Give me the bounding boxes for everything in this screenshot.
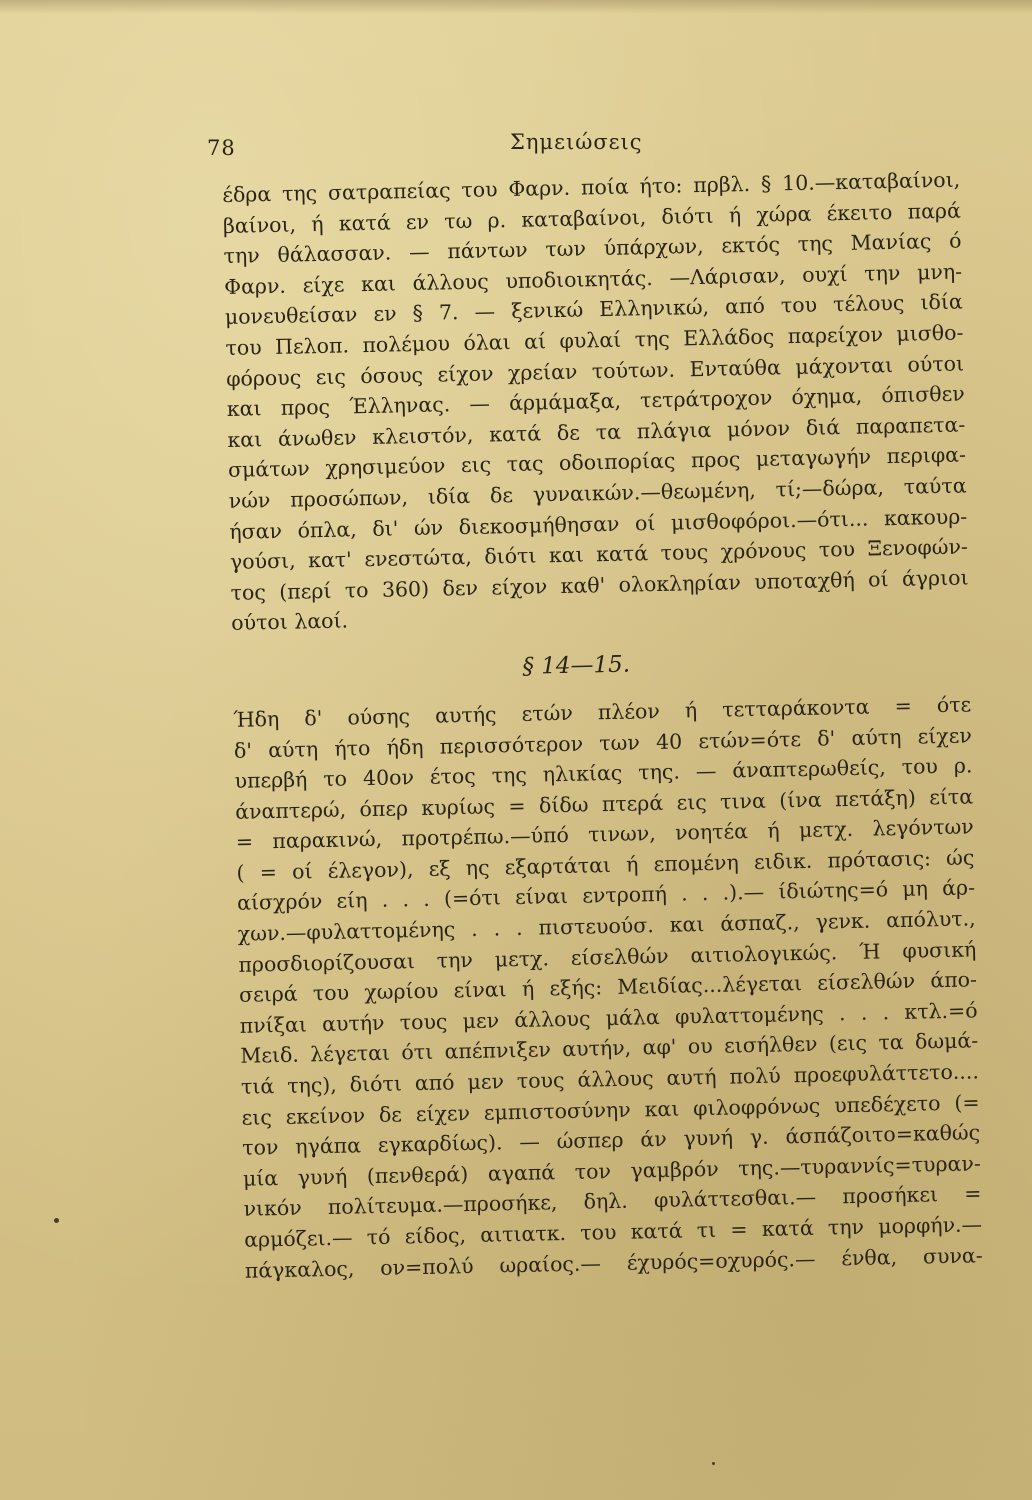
text-line: Φαρν. είχε και άλλους υποδιοικητάς. —Λάρισαν, ουχί την μνη- bbox=[223, 259, 963, 299]
text-line: ούτοι λαοί. bbox=[231, 608, 349, 636]
text-line: εις εκείνον δε είχεν εμπιστοσύνην και φιλοφρόνως υπεδέχετο (= bbox=[241, 1089, 980, 1130]
page-top-shadow bbox=[0, 0, 1032, 14]
text-line: φόρους εις όσους είχον χρείαν τούτων. Ενταύθα μάχονται ούτοι bbox=[225, 351, 965, 391]
section-heading: § 14—15. bbox=[522, 651, 631, 680]
ink-speck bbox=[54, 1218, 59, 1223]
notes-paragraph-1 bbox=[222, 165, 969, 639]
text-line: έδρα της σατραπείας του Φαρν. ποία ήτο: πρβλ. § 10.—καταβαίνοι, bbox=[222, 167, 961, 207]
text-line: μία γυνή (πενθερά) αγαπά τον γαμβρόν της.—τυραννίς=τυραν- bbox=[242, 1151, 982, 1191]
text-line: Ήδη δ' ούσης αυτής ετών πλέον ή τετταράκοντα = ότε bbox=[233, 692, 972, 732]
text-line: γούσι, κατ' ενεστώτα, διότι και κατά τους χρόνους του Ξενοφών- bbox=[229, 534, 969, 575]
text-line: χων.—φυλαττομένης . . . πιστευούσ. και άσπαζ., γενκ. απόλυτ., bbox=[237, 906, 976, 946]
text-line: και άνωθεν κλειστόν, κατά δε τα πλάγια μόνον διά παραπετα- bbox=[227, 412, 966, 452]
text-line: την θάλασσαν. — πάντων των ύπάρχων, εκτός της Μανίας ό bbox=[223, 228, 962, 269]
page-number: 78 bbox=[207, 136, 236, 160]
text-line: δ' αύτη ήτο ήδη περισσότερον των 40 ετών=ότε δ' αύτη είχεν bbox=[233, 722, 973, 763]
text-line: ( = οί έλεγον), εξ ης εξαρτάται ή επομένη ειδικ. πρότασις: ώς bbox=[236, 845, 975, 885]
text-line: και προς Έλληνας. — άρμάμαξα, τετράτροχον όχημα, όπισθεν bbox=[226, 381, 965, 422]
text-line: τιά της), διότι από μεν τους άλλους αυτή πολύ προεφυλάττετο.... bbox=[240, 1059, 980, 1099]
text-line: πάγκαλος, ον=πολύ ωραίος.— έχυρός=οχυρός.— ένθα, συνα- bbox=[244, 1242, 983, 1283]
text-line: νικόν πολίτευμα.—προσήκε, δηλ. φυλάττεσθαι.— προσήκει = bbox=[243, 1181, 982, 1222]
text-line: υπερβή το 40ον έτος της ηλικίας της. — άναπτερωθείς, του ρ. bbox=[234, 753, 973, 793]
page-header bbox=[0, 128, 1032, 168]
running-title: Σημειώσεις bbox=[510, 130, 643, 154]
text-line: νών προσώπων, ιδία δε γυναικών.—θεωμένη, τί;—δώρα, ταύτα bbox=[228, 473, 967, 513]
text-line: προσδιορίζουσαι την μετχ. είσελθών αιτιολογικώς. Ή φυσική bbox=[238, 937, 977, 977]
text-line: Μειδ. λέγεται ότι απέπνιξεν αυτήν, αφ' ου εισήλθεν (εις τα δωμά- bbox=[240, 1028, 979, 1069]
text-line: αρμόζει.— τό είδος, αιτιατκ. του κατά τι = κατά την μορφήν.— bbox=[243, 1212, 983, 1252]
text-line: του Πελοπ. πολέμου όλαι αί φυλαί της Ελλάδος παρείχον μισθο- bbox=[225, 320, 964, 360]
page-body bbox=[222, 165, 983, 1286]
text-line: σμάτων χρησιμεύον εις τας οδοιπορίας προς μεταγωγήν περιφα- bbox=[227, 442, 967, 483]
text-line: τος (περί το 360) δεν είχον καθ' ολοκληρίαν υποταχθή οί άγριοι bbox=[230, 565, 969, 605]
text-line: = παρακινώ, προτρέπω.—ύπό τινων, νοητέα ή μετχ. λεγόντων bbox=[235, 814, 974, 855]
text-line: ήσαν όπλα, δι' ών διεκοσμήθησαν οί μισθοφόροι.—ότι... κακουρ- bbox=[229, 504, 968, 544]
text-line: σειρά του χωρίου είναι ή εξής: Μειδίας...λέγεται είσελθών άπο- bbox=[238, 967, 978, 1008]
notes-paragraph-2 bbox=[233, 689, 983, 1286]
text-line: αίσχρόν είη . . . (=ότι είναι εντροπή . . .).— ίδιώτης=ό μη άρ- bbox=[236, 875, 976, 916]
text-line: βαίνοι, ή κατά εν τω ρ. καταβαίνοι, διότι ή χώρα έκειτο παρά bbox=[222, 198, 962, 238]
text-line: άναπτερώ, όπερ κυρίως = δίδω πτερά εις τινα (ίνα πετάξη) είτα bbox=[234, 784, 974, 824]
ink-speck bbox=[712, 1462, 715, 1465]
text-line: μονευθείσαν εν § 7. — ξενικώ Ελληνικώ, από του τέλους ιδία bbox=[224, 289, 963, 330]
text-line: τον ηγάπα εγκαρδίως). — ώσπερ άν γυνή γ. άσπάζοιτο=καθώς bbox=[242, 1120, 981, 1161]
text-line: πνίξαι αυτήν τους μεν άλλους μάλα φυλαττομένης . . . κτλ.=ό bbox=[239, 998, 978, 1038]
